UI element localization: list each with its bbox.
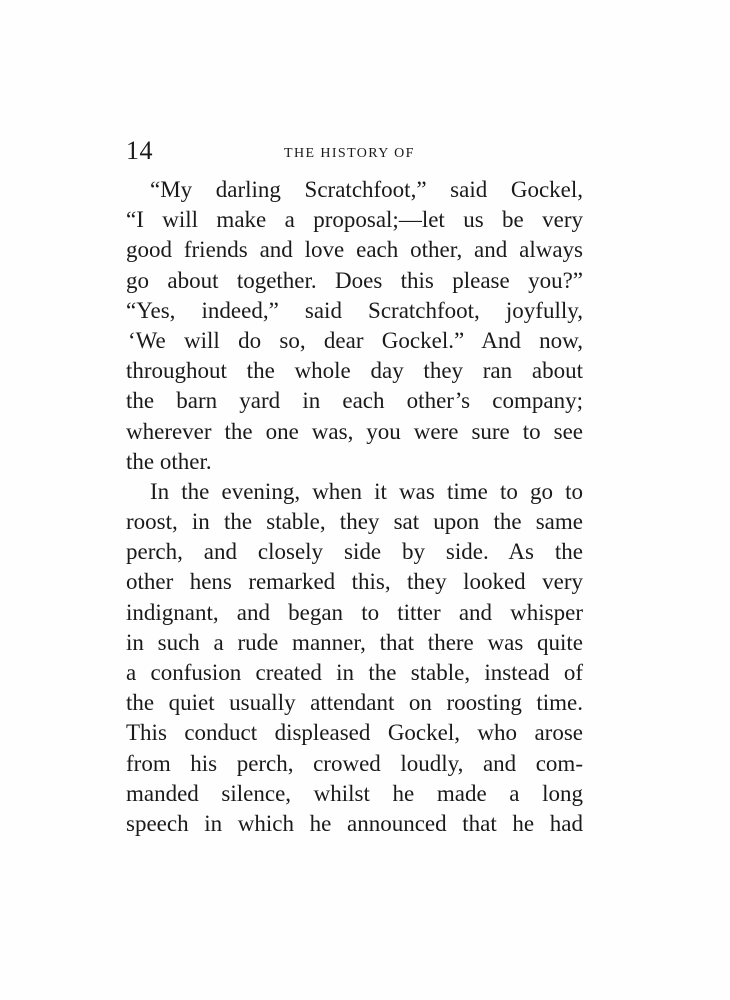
text-line: manded silence, whilst he made a long [126, 780, 583, 806]
text-line: roost, in the stable, they sat upon the same [126, 509, 583, 535]
text-line: This conduct displeased Gockel, who arose [126, 720, 583, 746]
page-number: 14 [126, 136, 153, 165]
body-text [126, 175, 583, 839]
text-line: perch, and closely side by side. As the [126, 539, 583, 565]
text-line: a confusion created in the stable, instead of [126, 660, 583, 685]
text-line: the other. [126, 448, 212, 474]
text-line: go about together. Does this please you?” [126, 267, 583, 293]
page-header [126, 136, 583, 170]
text-line: wherever the one was, you were sure to see [126, 418, 583, 444]
running-head: THE HISTORY OF [284, 146, 415, 161]
text-line: “Yes, indeed,” said Scratchfoot, joyfully, [126, 297, 583, 323]
text-line: In the evening, when it was time to go to [150, 478, 583, 504]
text-line: ‘We will do so, dear Gockel.” And now, [128, 327, 583, 353]
text-line: other hens remarked this, they looked very [126, 569, 583, 595]
text-line: from his perch, crowed loudly, and com- [126, 750, 583, 776]
text-line: speech in which he announced that he had [126, 810, 583, 836]
text-line: the quiet usually attendant on roosting time. [126, 690, 583, 716]
text-line: “I will make a proposal;—let us be very [126, 207, 583, 233]
text-line: throughout the whole day they ran about [126, 358, 583, 384]
text-line: in such a rude manner, that there was quite [126, 629, 583, 655]
text-line: good friends and love each other, and always [126, 237, 583, 263]
text-line: “My darling Scratchfoot,” said Gockel, [150, 177, 583, 202]
text-line: the barn yard in each other’s company; [126, 388, 583, 414]
text-line: indignant, and began to titter and whisper [126, 599, 583, 625]
